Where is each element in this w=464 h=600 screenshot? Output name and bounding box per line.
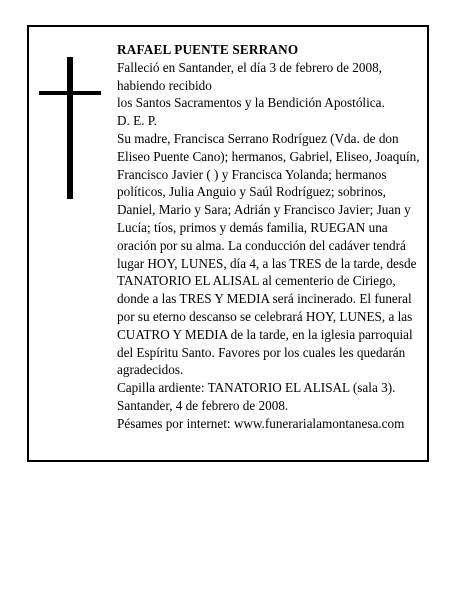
date-line: Santander, 4 de febrero de 2008. xyxy=(117,397,289,413)
rip-line: D. E. P. xyxy=(117,113,157,129)
cross-vertical-bar xyxy=(67,57,73,199)
obituary-notice xyxy=(27,25,429,462)
sacraments-line: los Santos Sacramentos y la Bendición Apostólica. xyxy=(117,95,385,111)
cross-horizontal-bar xyxy=(39,91,101,95)
cross-icon xyxy=(39,57,101,199)
condolences-link-line: Pésames por internet: www.funerarialamontanesa.com xyxy=(117,415,405,431)
deceased-name: RAFAEL PUENTE SERRANO xyxy=(117,42,299,57)
family-and-service-details: Su madre, Francisca Serrano Rodríguez (Vda. de don Eliseo Puente Cano); hermanos, Gabriel, Eliseo, Joaquín, Francisco Javier ( ) y Francisca Yolanda; hermanos políticos, Julia Anguio y Saúl Rodríguez; sobrinos, Daniel, Mario y Sara; Adrián y Francisco Javier; Juan y Lucía; tíos, primos y demás familia, RUEGAN una oración por su alma. La conducción del cadáver tendrá lugar HOY, LUNES, día 4, a las TRES de la tarde, desde TANATORIO EL ALISAL al cementerio de Ciriego, donde a las TRES Y MEDIA será incinerado. El funeral por su eterno descanso se celebrará HOY, LUNES, a las CUATRO Y MEDIA de la tarde, en la iglesia parroquial del Espíritu Santo. Favores por los cuales les quedarán agradecidos. xyxy=(117,130,420,378)
chapel-line: Capilla ardiente: TANATORIO EL ALISAL (sala 3). xyxy=(117,380,396,396)
death-announcement: Falleció en Santander, el día 3 de febrero de 2008, habiendo recibido xyxy=(117,59,382,93)
obituary-text xyxy=(117,41,423,433)
